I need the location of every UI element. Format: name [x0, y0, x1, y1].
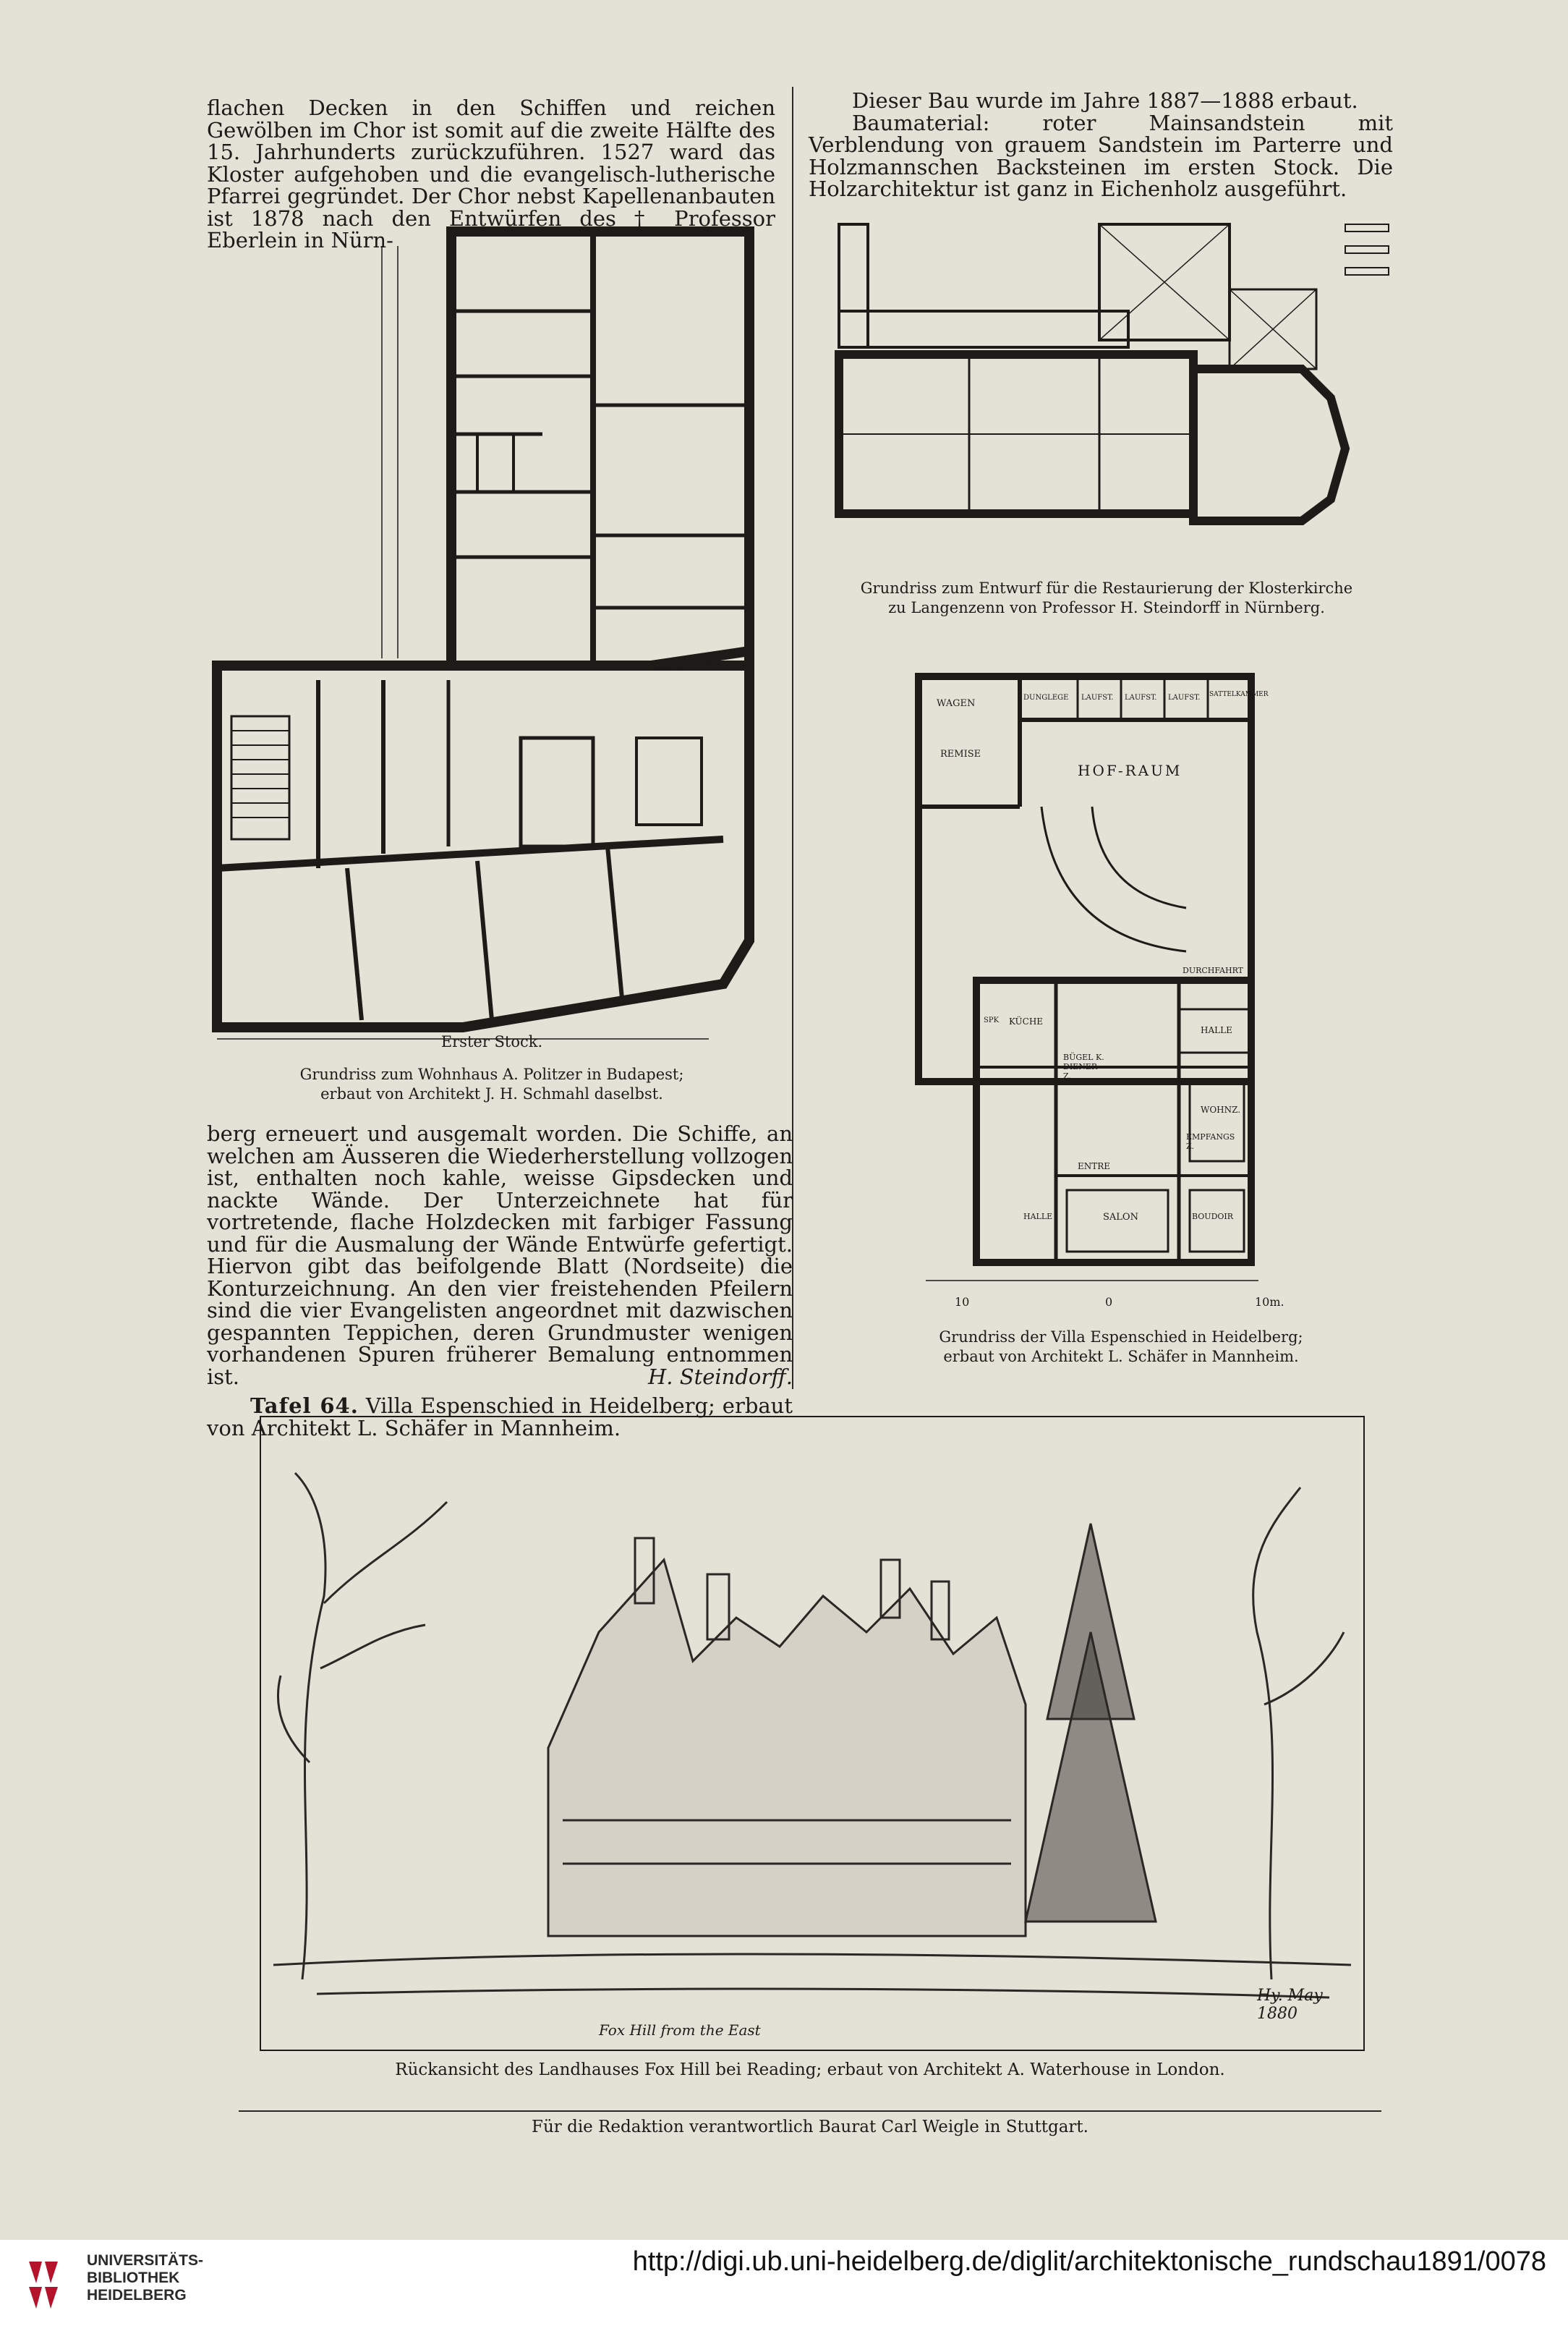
floorplan-villa-espenschied	[911, 662, 1316, 1284]
room-buegel-diener: BÜGEL K. DIENER Z.	[1063, 1053, 1104, 1081]
plan2-caption: Grundriss zum Entwurf für die Restaurierung der Klosterkirche zu Langenzenn von Professor H. Steindorff in Nürnberg.	[860, 579, 1353, 616]
tafel-label: Tafel 64.	[250, 1393, 359, 1418]
room-durchfahrt: DURCHFAHRT	[1183, 966, 1244, 975]
room-empfangsz: EMPFANGS Z.	[1186, 1132, 1235, 1151]
scale-label-left: 10	[955, 1295, 970, 1309]
floorplan-klosterkirche	[825, 217, 1396, 564]
plan1-caption: Grundriss zum Wohnhaus A. Politzer in Budapest; erbaut von Architekt J. H. Schmahl daselbst.	[299, 1066, 684, 1103]
room-hof-raum: HOF-RAUM	[1078, 762, 1183, 779]
room-laufst-3: LAUFST.	[1168, 694, 1201, 702]
room-halle-1: HALLE	[1201, 1025, 1232, 1035]
room-remise: REMISE	[940, 749, 981, 760]
scale-label-right: 10m.	[1255, 1295, 1284, 1309]
scale-label-zero: 0	[1105, 1295, 1113, 1309]
library-logo-icon	[14, 2254, 72, 2312]
room-halle-2: HALLE	[1023, 1212, 1053, 1221]
sketch-inscription: Fox Hill from the East	[599, 2021, 761, 2039]
room-boudoir: BOUDOIR	[1192, 1212, 1234, 1221]
sketch-caption: Rückansicht des Landhauses Fox Hill bei Reading; erbaut von Architekt A. Waterhouse in London.	[395, 2060, 1225, 2079]
footer-rule	[239, 2110, 1381, 2112]
room-laufst-1: LAUFST.	[1081, 694, 1114, 702]
room-entre: ENTRE	[1078, 1161, 1111, 1171]
floorplan-politzer	[203, 217, 781, 1050]
signature: H. Steindorff.	[647, 1364, 793, 1389]
plan3-caption: Grundriss der Villa Espenschied in Heidelberg; erbaut von Architekt L. Schäfer in Mannheim.	[939, 1328, 1303, 1365]
right-top-paragraph: Dieser Bau wurde im Jahre 1887—1888 erbaut. Baumaterial: roter Mainsandstein mit Verblendung von grauem Sandstein im Parterre und Holzmannschen Backsteinen im ersten Stock. Die Holzarchitektur ist ganz in Eichenholz ausgeführt.	[809, 88, 1393, 201]
room-wohnz: WOHNZ.	[1201, 1105, 1241, 1115]
room-wagen: WAGEN	[937, 698, 976, 709]
source-url-link[interactable]: http://digi.ub.uni-heidelberg.de/diglit/architektonische_rundschau1891/0078	[632, 2246, 1546, 2277]
room-sattelkammer: SATTELKAMMER	[1209, 691, 1269, 698]
room-kueche: KÜCHE	[1009, 1016, 1044, 1027]
fox-hill-drawing	[259, 1415, 1365, 2052]
sketch-fox-hill	[259, 1415, 1365, 2052]
footer-note: Für die Redaktion verantwortlich Baurat Carl Weigle in Stuttgart.	[532, 2118, 1088, 2136]
room-salon: SALON	[1103, 1212, 1138, 1223]
left-bottom-paragraph: berg erneuert und ausgemalt worden. Die Schiffe, an welchen am Äusseren die Wiederherstellung vollzogen ist, enthalten noch kahle, weisse Gipsdecken und nackte Wände. Der Unterzeichnete hat für vortretende, flache Holzdecken mit farbiger Fassung und für die Ausmalung der Wände Entwürfe gefertigt. Hiervon gibt das beifolgende Blatt (Nordseite) die Konturzeichnung. An den vier freistehenden Pfeilern sind die vier Evangelisten angeordnet mit dazwischen gespannten Teppichen, deren Grundmuster wenigen vorhandenen Spuren früherer Bemalung entnommen ist. H. Steindorff. Tafel 64. Villa Espenschied in Heidelberg; erbaut von Architekt L. Schäfer in Mannheim.	[207, 1121, 793, 1440]
floorplan-klosterkirche-drawing	[825, 217, 1396, 564]
floor-label: Erster Stock.	[440, 1033, 543, 1050]
library-name: UNIVERSITÄTS- BIBLIOTHEK HEIDELBERG	[87, 2252, 204, 2304]
floorplan-politzer-drawing	[203, 217, 781, 1042]
room-laufst-2: LAUFST.	[1125, 694, 1157, 702]
left-top-paragraph: flachen Decken in den Schiffen und reichen Gewölben im Chor ist somit auf die zweite Hälfte des 15. Jahrhunderts zurückzuführen. 1527 ward das Kloster aufgehoben und die evangelisch-lutherische Pfarrei gegründet. Der Chor nebst Kapellenanbauten ist 1878 nach den Entwürfen des † Professor Eberlein in Nürn-	[207, 95, 775, 252]
sketch-artist-signature: Hy. May 1880	[1257, 1987, 1323, 2023]
room-spk: SPK	[984, 1016, 1000, 1024]
room-dunglege: DUNGLEGE	[1023, 694, 1069, 702]
